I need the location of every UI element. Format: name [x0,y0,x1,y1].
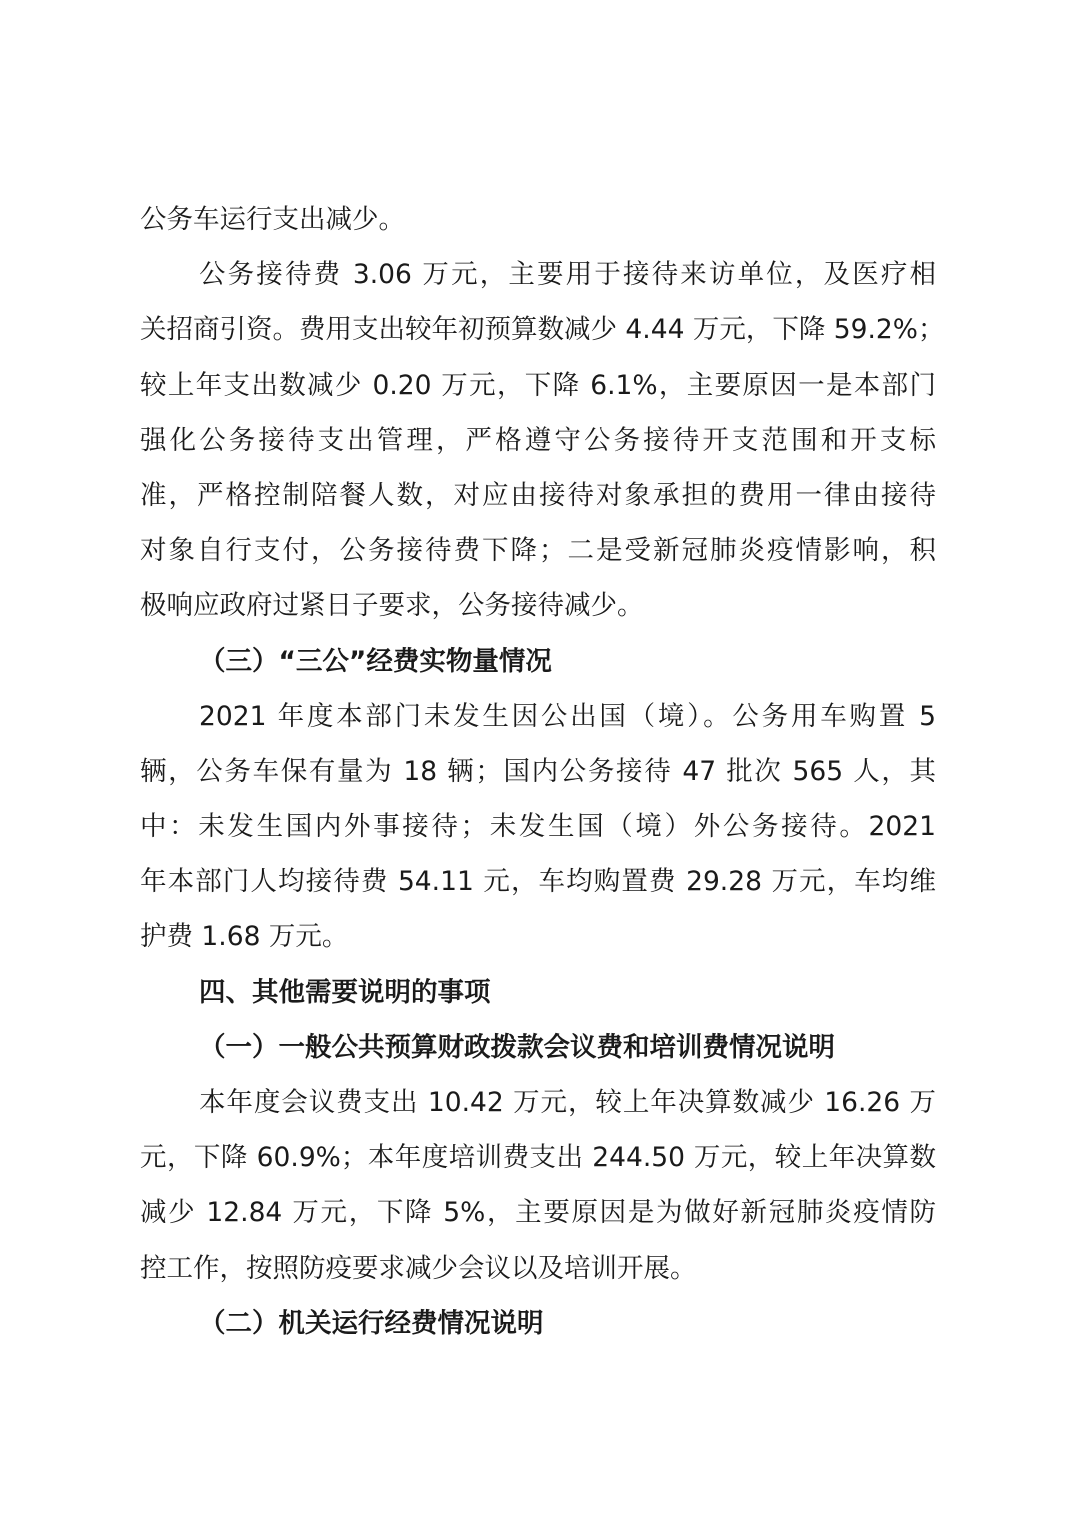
paragraph-line: 对象自行支付，公务接待费下降；二是受新冠肺炎疫情影响，积 [140,535,936,567]
section-heading: 四、其他需要说明的事项 [199,976,491,1008]
section-subheading: （一）一般公共预算财政拨款会议费和培训费情况说明 [199,1031,835,1063]
paragraph-line: 公务接待费 3.06 万元，主要用于接待来访单位，及医疗相 [199,259,936,291]
paragraph-line: 本年度会议费支出 10.42 万元，较上年决算数减少 16.26 万 [199,1087,936,1118]
paragraph-line: 2021 年度本部门未发生因公出国（境）。公务用车购置 5 [199,700,936,732]
document-page [140,192,945,1351]
paragraph-line: 较上年支出数减少 0.20 万元，下降 6.1%，主要原因一是本部门 [140,369,936,401]
paragraph-line: 减少 12.84 万元，下降 5%，主要原因是为做好新冠肺炎疫情防 [140,1197,936,1229]
paragraph-line: 公务车运行支出减少。 [140,204,405,235]
paragraph-line: 强化公务接待支出管理，严格遵守公务接待开支范围和开支标 [140,424,936,456]
paragraph-line: 辆，公务车保有量为 18 辆；国内公务接待 47 批次 565 人，其 [140,755,936,787]
paragraph-line: 控工作，按照防疫要求减少会议以及培训开展。 [140,1252,697,1284]
paragraph-line: 护费 1.68 万元。 [140,921,349,953]
paragraph-line: 年本部门人均接待费 54.11 元，车均购置费 29.28 万元，车均维 [140,866,936,898]
section-subheading: （二）机关运行经费情况说明 [199,1307,544,1339]
paragraph-line: 元，下降 60.9%；本年度培训费支出 244.50 万元，较上年决算数 [140,1142,936,1174]
paragraph-line: 极响应政府过紧日子要求，公务接待减少。 [140,590,644,622]
paragraph-line: 中：未发生国内外事接待；未发生国（境）外公务接待。2021 [140,811,936,843]
paragraph-line: 关招商引资。费用支出较年初预算数减少 4.44 万元，下降 59.2%； [140,314,945,346]
paragraph-line: 准，严格控制陪餐人数，对应由接待对象承担的费用一律由接待 [140,479,936,511]
section-subheading: （三）“三公”经费实物量情况 [199,645,552,677]
